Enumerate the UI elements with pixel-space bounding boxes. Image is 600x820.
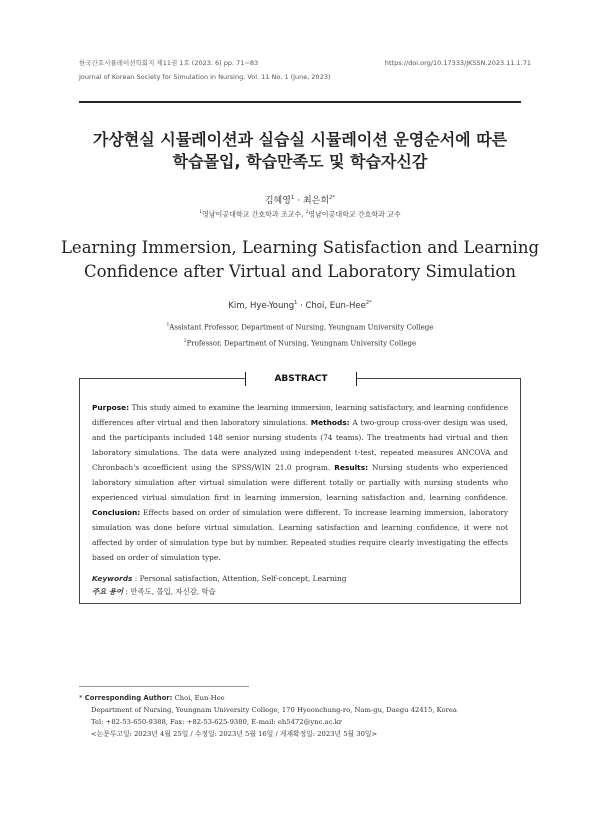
affil-1-en-sup: 1 [166, 322, 170, 327]
english-affiliations [60, 318, 540, 351]
author-2-en: Choi, Eun-Hee [305, 300, 366, 311]
corresponding-name: Choi, Eun-Hee [172, 694, 225, 702]
journal-citation-ko: 한국간호시뮬레이션학회지 제11권 1호 (2023. 6) pp. 71~83 [79, 59, 259, 67]
affil-1-sup: 1 [199, 209, 203, 214]
author-2-sup: 2* [329, 195, 336, 201]
conclusion-label: Conclusion: [92, 508, 141, 517]
english-authors [60, 300, 540, 311]
affil-2-en [60, 334, 540, 350]
corresponding-label: Corresponding Author: [82, 694, 173, 702]
affil-2-ko: 영남이공대학교 간호학과 교수 [308, 210, 401, 219]
results-label: Results: [334, 463, 369, 472]
author-2-ko: 최은희 [302, 196, 330, 206]
conclusion-text: Effects based on order of simulation were different. To increase learning immersion, laboratory simulation was done before virtual simulation. Learning satisfaction and learning confidence, it were not affected by order of simulation type but by number. Repeated studies require clearly investigating the effects based on order of simulation type. [92, 508, 508, 562]
author-separator: · [294, 196, 303, 206]
methods-label: Methods: [310, 418, 350, 427]
korean-title-line1: 가상현실 시뮬레이션과 실습실 시뮬레이션 운영순서에 따른 [92, 130, 508, 149]
purpose-label: Purpose: [92, 403, 130, 412]
footnote-divider [79, 686, 249, 687]
header-divider [79, 101, 521, 103]
affil-2-en-text: Professor, Department of Nursing, Yeungnam University College [186, 339, 417, 348]
asterisk-marker: * [79, 694, 83, 702]
keywords-ko-label: 주요 용어 [92, 587, 124, 596]
keywords-label: Keywords [92, 574, 133, 583]
affil-1-ko: 영남이공대학교 간호학과 조교수, [202, 210, 306, 219]
affil-2-en-sup: 2 [183, 338, 187, 344]
english-title-line1: Learning Immersion, Learning Satisfaction and Learning [60, 238, 540, 257]
korean-title-line2: 학습몰입, 학습만족도 및 학습자신감 [172, 152, 428, 171]
results-text: Nursing students who experienced laboratory simulation after virtual simulation were different totally or partially with nursing students who experienced virtual simulation first in learning immersion, learning satisfaction and, learning confidence. [92, 463, 508, 502]
correspondence-footnote [79, 692, 521, 740]
author-1-ko: 김혜영 [264, 196, 291, 206]
korean-affiliations [60, 209, 540, 219]
doi-link[interactable]: https://doi.org/10.17333/JKSSN.2023.11.1.71 [384, 59, 531, 67]
keywords-ko [92, 585, 508, 598]
english-title [60, 236, 540, 284]
korean-title [60, 129, 540, 173]
corresponding-address: Department of Nursing, Yeungnam University College, 170 Hyeonchung-ro, Nam-gu, Daegu 42415, Korea [91, 706, 457, 714]
keywords-en [92, 572, 508, 585]
keywords-text: : Personal satisfaction, Attention, Self-concept, Learning [132, 574, 347, 583]
running-header [79, 56, 531, 84]
submission-dates: <논문투고일: 2023년 4월 25일 / 수정일: 2023년 5월 16일 / 게재확정일: 2023년 5월 30일> [91, 730, 378, 738]
purpose-text: This study aimed to examine the learning immersion, learning satisfactory, and learning confidence differences after virtual and then laboratory simulations. [92, 403, 508, 427]
corresponding-author-line [79, 692, 521, 704]
keywords-section [92, 572, 508, 598]
abstract-body [92, 400, 508, 565]
abstract-heading: ABSTRACT [245, 372, 357, 386]
author-separator-en: · [297, 300, 306, 311]
corresponding-contact: Tel: +82-53-650-9388, Fax: +82-53-625-9380, E-mail: eh5472@ync.ac.kr [91, 718, 342, 726]
author-1-en: Kim, Hye-Young [228, 300, 295, 311]
author-1-en-sup: 1 [294, 300, 298, 306]
author-1-sup: 1 [290, 195, 295, 201]
korean-authors [60, 193, 540, 206]
keywords-ko-text: : 만족도, 몰입, 자신감, 학습 [123, 587, 216, 596]
methods-text: A two-group cross-over design was used, and the participants included 148 senior nursing students (74 teams). The treatments had virtual and then laboratory simulations. The data were analyzed using independent t-test, repeated measures ANCOVA and Chronbach's αcoefficient using the SPSS/WIN 21.0 program. [92, 418, 508, 472]
affil-2-sup: 2 [305, 209, 309, 214]
affil-1-en [60, 318, 540, 334]
english-title-line2: Confidence after Virtual and Laboratory Simulation [83, 262, 516, 281]
author-2-en-sup: 2* [365, 300, 372, 306]
journal-citation-en: Journal of Korean Society for Simulation in Nursing, Vol. 11 No. 1 (June, 2023) [79, 73, 331, 81]
affil-1-en-text: Assistant Professor, Department of Nursing, Yeungnam University College [169, 323, 434, 332]
